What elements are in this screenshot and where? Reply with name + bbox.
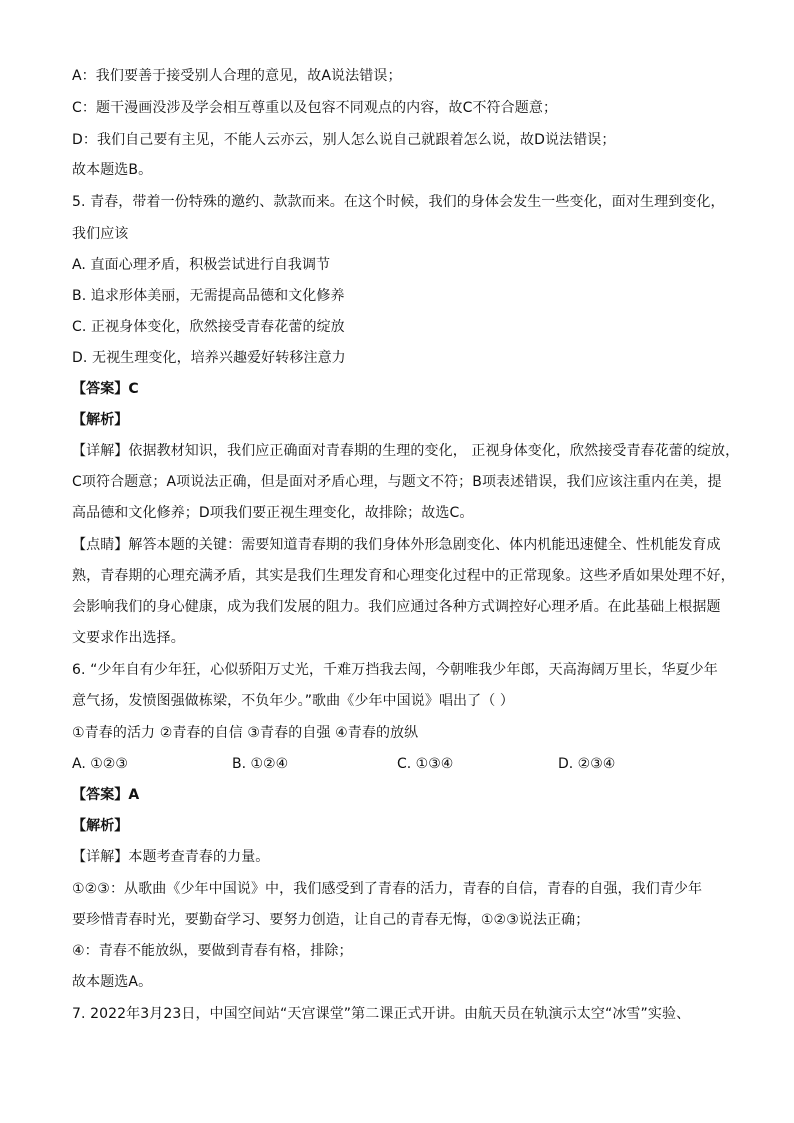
option-a: A. ①②③ xyxy=(72,756,128,772)
explanation-text: 要珍惜青春时光，要勤奋学习、要努力创造，让自己的青春无悔，①②③说法正确； xyxy=(72,912,590,928)
analysis-label: 【解析】 xyxy=(72,818,129,834)
option-b: B. ①②④ xyxy=(232,756,289,772)
question-6-stem: 意气扬，发愤图强做栋梁，不负年少。”歌曲《少年中国说》唱出了（ ） xyxy=(72,693,515,709)
text-line: C：题干漫画没涉及学会相互尊重以及包容不同观点的内容，故C不符合题意； xyxy=(72,100,558,116)
detail-text: 【详解】本题考查青春的力量。 xyxy=(72,849,270,865)
answer-label: 【答案】A xyxy=(72,787,140,803)
tip-text: 【点睛】解答本题的关键：需要知道青春期的我们身体外形急剧变化、体内机能迅速健全、性机能发育成 xyxy=(72,537,721,553)
question-5-stem: 我们应该 xyxy=(72,226,129,242)
explanation-text: ①②③：从歌曲《少年中国说》中，我们感受到了青春的活力，青春的自信，青春的自强，我们青少年 xyxy=(72,881,703,897)
option-c: C. 正视身体变化，欣然接受青春花蕾的绽放 xyxy=(72,319,345,335)
question-6-stem: 6. “少年自有少年狂，心似骄阳万丈光，千难万挡我去闯，今朝唯我少年郎，天高海阔万里长，华夏少年 xyxy=(72,662,718,678)
explanation-text: ④：青春不能放纵，要做到青春有格，排除； xyxy=(72,943,353,959)
option-c: C. ①③④ xyxy=(397,756,454,772)
option-b: B. 追求形体美丽，无需提高品德和文化修养 xyxy=(72,288,345,304)
text-line: A：我们要善于接受别人合理的意见，故A说法错误； xyxy=(72,68,402,84)
conclusion-text: 故本题选A。 xyxy=(72,974,153,990)
detail-text: C项符合题意；A项说法正确，但是面对矛盾心理，与题文不符；B项表述错误，我们应该注重内在美，提 xyxy=(72,474,722,490)
question-5-stem: 5. 青春，带着一份特殊的邀约、款款而来。在这个时候，我们的身体会发生一些变化，面对生理到变化， xyxy=(72,194,725,210)
question-7-stem: 7. 2022年3月23日，中国空间站“天宫课堂”第二课正式开讲。由航天员在轨演示太空“冰雪”实验、 xyxy=(72,1006,691,1022)
option-d: D. ②③④ xyxy=(558,756,616,772)
tip-text: 熟，青春期的心理充满矛盾，其实是我们生理发育和心理变化过程中的正常现象。这些矛盾如果处理不好， xyxy=(72,568,735,584)
detail-text: 【详解】依据教材知识，我们应正确面对青春期的生理的变化， 正视身体变化，欣然接受青春花蕾的绽放， xyxy=(72,443,740,459)
analysis-label: 【解析】 xyxy=(72,412,129,428)
tip-text: 文要求作出选择。 xyxy=(72,630,185,646)
option-d: D. 无视生理变化，培养兴趣爱好转移注意力 xyxy=(72,350,346,366)
tip-text: 会影响我们的身心健康，成为我们发展的阻力。我们应通过各种方式调控好心理矛盾。在此基础上根据题 xyxy=(72,599,721,615)
option-a: A. 直面心理矛盾，积极尝试进行自我调节 xyxy=(72,257,331,273)
text-line: 故本题选B。 xyxy=(72,162,153,178)
text-line: D：我们自己要有主见，不能人云亦云，别人怎么说自己就跟着怎么说，故D说法错误； xyxy=(72,132,616,148)
answer-label: 【答案】C xyxy=(72,381,139,397)
question-6-items: ①青春的活力 ②青春的自信 ③青春的自强 ④青春的放纵 xyxy=(72,725,419,741)
detail-text: 高品德和文化修养；D项我们要正视生理变化，故排除；故选C。 xyxy=(72,505,474,521)
